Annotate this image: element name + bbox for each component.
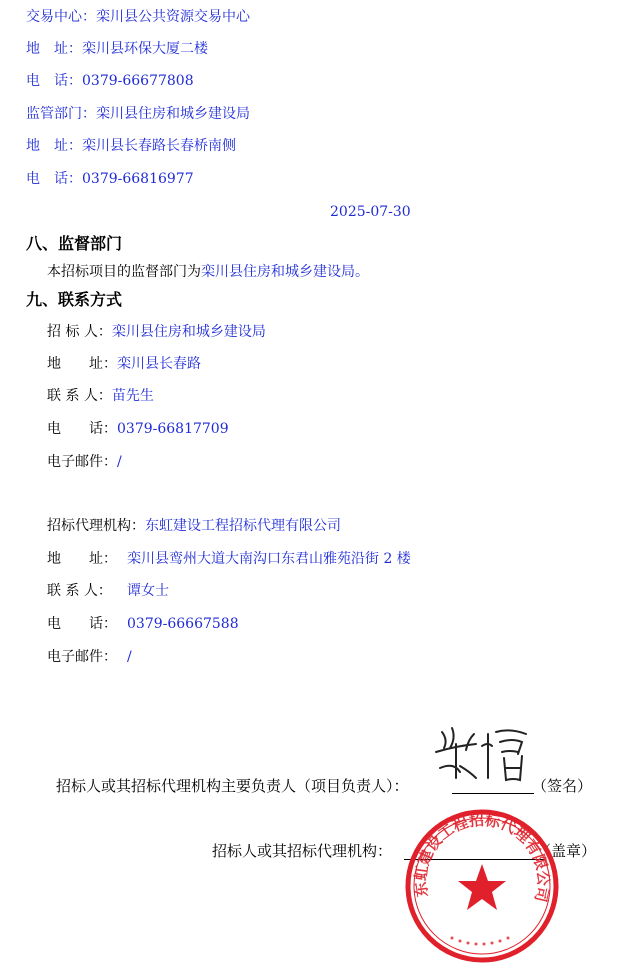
supervisor-address-label: 地 址：: [26, 138, 82, 154]
tenderer-label: 招 标 人：: [47, 324, 112, 340]
top-info-row-1: [26, 8, 250, 26]
supervisor-address-value: 栾川县长春路长春桥南侧: [82, 138, 236, 154]
tenderer-phone-label: 电 话：: [47, 421, 117, 437]
tenderer-contact-row: [47, 387, 154, 405]
trading-phone-value: 0379-66677808: [82, 73, 194, 89]
tenderer-value: 栾川县住房和城乡建设局: [111, 324, 266, 340]
top-info-row-4: [26, 105, 250, 123]
trading-address-label: 地 址：: [26, 41, 82, 57]
tenderer-address-value: 栾川县长春路: [117, 356, 201, 372]
seal-suffix: （盖章）: [536, 842, 597, 860]
top-info-row-2: [26, 40, 208, 58]
agency-contact-label: 联 系 人：: [47, 583, 112, 599]
agency-email-value: /: [127, 649, 132, 665]
supervisor-label: 监管部门：: [26, 106, 96, 122]
agency-address-value: 栾川县鸾州大道大南沟口东君山雅苑沿街 2 楼: [127, 551, 411, 567]
signature-suffix: （签名）: [532, 777, 593, 795]
signature-underline: [452, 793, 534, 794]
agency-phone-value: 0379-66667588: [127, 616, 239, 632]
top-info-row-5: [26, 137, 236, 155]
agency-email-label: 电子邮件：: [47, 649, 117, 665]
tenderer-email-label: 电子邮件：: [47, 454, 117, 470]
agency-row: [47, 517, 341, 535]
seal-text: 东虹建设工程招标代理有限公司: [411, 810, 553, 904]
trading-center-value: 栾川县公共资源交易中心: [96, 9, 250, 25]
top-info-row-3: [26, 72, 194, 90]
tenderer-email-row: [47, 453, 122, 471]
agency-contact-value: 谭女士: [127, 583, 169, 599]
agency-address-row: [47, 550, 411, 568]
trading-phone-label: 电 话：: [26, 73, 82, 89]
top-info-row-6: [26, 170, 194, 188]
supervisor-value: 栾川县住房和城乡建设局: [96, 106, 250, 122]
agency-label: 招标代理机构：: [47, 518, 145, 534]
tenderer-email-value: /: [117, 454, 122, 470]
supervisor-phone-value: 0379-66816977: [82, 171, 194, 187]
signature-label: 招标人或其招标代理机构主要负责人（项目负责人）：: [56, 777, 409, 795]
tenderer-address-row: [47, 355, 201, 373]
trading-center-label: 交易中心：: [26, 9, 96, 25]
supervisor-phone-label: 电 话：: [26, 171, 82, 187]
trading-address-value: 栾川县环保大厦二楼: [82, 41, 208, 57]
tenderer-row: [47, 323, 266, 341]
tenderer-phone-row: [47, 420, 229, 438]
section-8-text-prefix: 本招标项目的监督部门为: [47, 264, 201, 280]
agency-phone-row: [47, 615, 239, 633]
company-seal: [402, 806, 562, 966]
notice-date: 2025-07-30: [330, 204, 411, 220]
agency-email-row: [47, 648, 132, 666]
section-8-text: [47, 263, 369, 281]
section-8-text-value: 栾川县住房和城乡建设局。: [201, 264, 369, 280]
section-9-title: 九、联系方式: [26, 290, 123, 309]
tenderer-contact-label: 联 系 人：: [47, 388, 112, 404]
agency-address-label: 地 址：: [47, 551, 117, 567]
seal-label: 招标人或其招标代理机构：: [212, 842, 393, 860]
section-8-title: 八、监督部门: [26, 234, 123, 253]
tenderer-address-label: 地 址：: [47, 356, 117, 372]
tenderer-phone-value: 0379-66817709: [117, 421, 229, 437]
seal-star-icon: [458, 864, 506, 910]
agency-phone-label: 电 话：: [47, 616, 117, 632]
agency-value: 东虹建设工程招标代理有限公司: [145, 518, 341, 534]
handwritten-signature: [430, 722, 540, 792]
agency-contact-row: [47, 582, 169, 600]
tenderer-contact-value: 苗先生: [111, 388, 154, 404]
